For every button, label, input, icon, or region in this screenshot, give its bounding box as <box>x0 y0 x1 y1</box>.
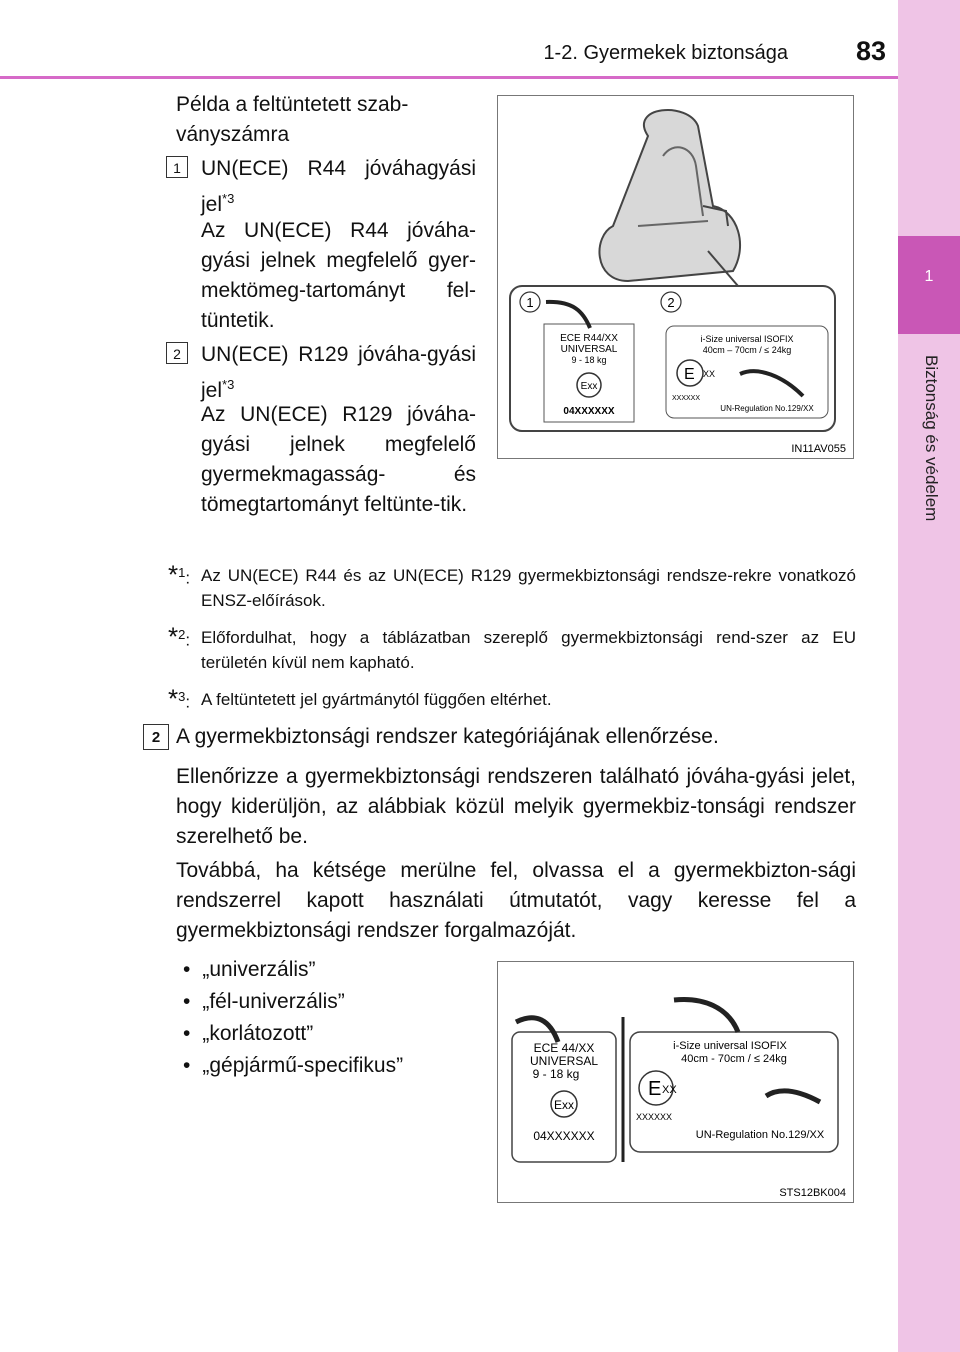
item-2-title-text: UN(ECE) R129 jóváha-gyási jel <box>201 343 476 402</box>
footnote-2-text: Előfordulhat, hogy a táblázatban szereplő gyermekbiztonsági rend-szer az EU területén kívül nem kapható. <box>201 628 856 672</box>
fig2-left-line1: ECE 44/XX <box>533 1041 595 1055</box>
intro-text: Példa a feltüntetett szab- ványszámra <box>176 93 409 146</box>
item-1-description: Az UN(ECE) R44 jóváha-gyási jelnek megfelelő gyer-mektömeg-tartományt fel-tüntetik. <box>201 219 476 332</box>
fig1-left-serial: 04XXXXXX <box>563 406 615 417</box>
step-heading: A gyermekbiztonsági rendszer kategóriájának ellenőrzése. <box>176 725 719 748</box>
fig2-code: STS12BK004 <box>779 1187 846 1199</box>
step-paragraph-1: Ellenőrizze a gyermekbiztonsági rendszeren található jóváha-gyási jelet, hogy kiderüljön, az alábbiak közül melyik gyermekbiz-tonsági rendszer szerelhető be. <box>176 765 856 848</box>
footnote-2: *$^2$: <box>168 621 191 652</box>
step-paragraph-2: Továbbá, ha kétsége merülne fel, olvassa el a gyermekbizton-sági rendszerrel kapott használati útmutatót, vagy keresse fel a gyermekbiztonsági rendszer forgalmazóját. <box>176 859 856 942</box>
fig2-right-serial: XXXXXX <box>636 1112 673 1122</box>
fig1-right-serial: XXXXXX <box>672 395 701 402</box>
item-1-title <box>201 154 476 220</box>
list-item: • „gépjármű-specifikus” <box>183 1050 483 1082</box>
header-rule <box>0 76 898 79</box>
fig1-right-reg: UN-Regulation No.129/XX <box>720 404 814 413</box>
section-title: 1-2. Gyermekek biztonsága <box>543 42 788 64</box>
fig1-callout-2: 2 <box>667 295 675 310</box>
fig1-code: IN11AV055 <box>791 443 846 455</box>
item-number-2: 2 <box>166 342 188 364</box>
item-1-footnote-ref: *3 <box>222 191 235 206</box>
fig2-right-line2: 40cm - 70cm / ≤ 24kg <box>681 1053 787 1065</box>
fig2-right-mark: E <box>648 1078 662 1100</box>
item-2-title <box>201 340 476 406</box>
item-2-footnote-ref: *3 <box>222 377 235 392</box>
footnote-1: *$^1$: <box>168 559 191 590</box>
footnote-1-mark: * <box>168 559 179 590</box>
fig1-left-line2: UNIVERSAL <box>560 344 618 355</box>
fig1-right-mark: E <box>684 366 695 383</box>
footnote-3: *$^3$: <box>168 683 191 714</box>
side-bar <box>898 0 960 1352</box>
fig1-callout-1: 1 <box>526 295 534 310</box>
item-number-1: 1 <box>166 156 188 178</box>
fig2-left-line3: 9 - 18 kg <box>532 1067 580 1081</box>
list-item: • „univerzális” <box>183 954 483 986</box>
chapter-number: 1 <box>924 268 934 285</box>
list-item: • „korlátozott” <box>183 1018 483 1050</box>
fig2-left-serial: 04XXXXXX <box>533 1129 595 1143</box>
figure-child-seat <box>497 95 854 459</box>
fig1-right-line1: i-Size universal ISOFIX <box>700 334 794 344</box>
category-list <box>183 954 483 1082</box>
footnote-1-text: Az UN(ECE) R44 és az UN(ECE) R129 gyermekbiztonsági rendsze-rekre vonatkozó ENSZ-előírások. <box>201 566 856 610</box>
step-number: 2 <box>143 724 169 750</box>
fig1-right-mark-sub: XX <box>703 369 716 379</box>
footnote-2-num: 2 <box>178 627 186 642</box>
page-number: 83 <box>855 36 886 66</box>
fig1-left-line3: 9 - 18 kg <box>571 355 607 365</box>
fig2-right-reg: UN-Regulation No.129/XX <box>695 1129 825 1141</box>
fig1-left-mark: Exx <box>580 381 598 392</box>
fig1-right-line2: 40cm – 70cm / ≤ 24kg <box>702 345 792 355</box>
item-2-description: Az UN(ECE) R129 jóváha-gyási jelnek megfelelő gyermekmagasság- és tömegtartományt feltünte-tik. <box>201 403 476 516</box>
fig2-right-line1: i-Size universal ISOFIX <box>673 1040 787 1052</box>
footnote-3-num: 3 <box>178 689 186 704</box>
chapter-title: Biztonság és védelem <box>922 355 941 522</box>
child-seat-illustration <box>498 96 853 458</box>
footnote-1-num: 1 <box>178 565 186 580</box>
item-1-title-text: UN(ECE) R44 jóváhagyási jel <box>201 157 476 216</box>
footnote-3-mark: * <box>168 683 179 714</box>
figure-approval-labels <box>497 961 854 1203</box>
list-item: • „fél-univerzális” <box>183 986 483 1018</box>
footnote-2-mark: * <box>168 621 179 652</box>
fig1-left-line1: ECE R44/XX <box>560 333 618 344</box>
approval-labels-illustration <box>498 962 853 1202</box>
fig2-right-mark-sub: XX <box>662 1084 677 1096</box>
footnote-3-text: A feltüntetett jel gyártmánytól függően eltérhet. <box>201 690 552 709</box>
fig2-left-line2: UNIVERSAL <box>529 1054 599 1068</box>
fig2-left-mark: Exx <box>553 1098 575 1112</box>
